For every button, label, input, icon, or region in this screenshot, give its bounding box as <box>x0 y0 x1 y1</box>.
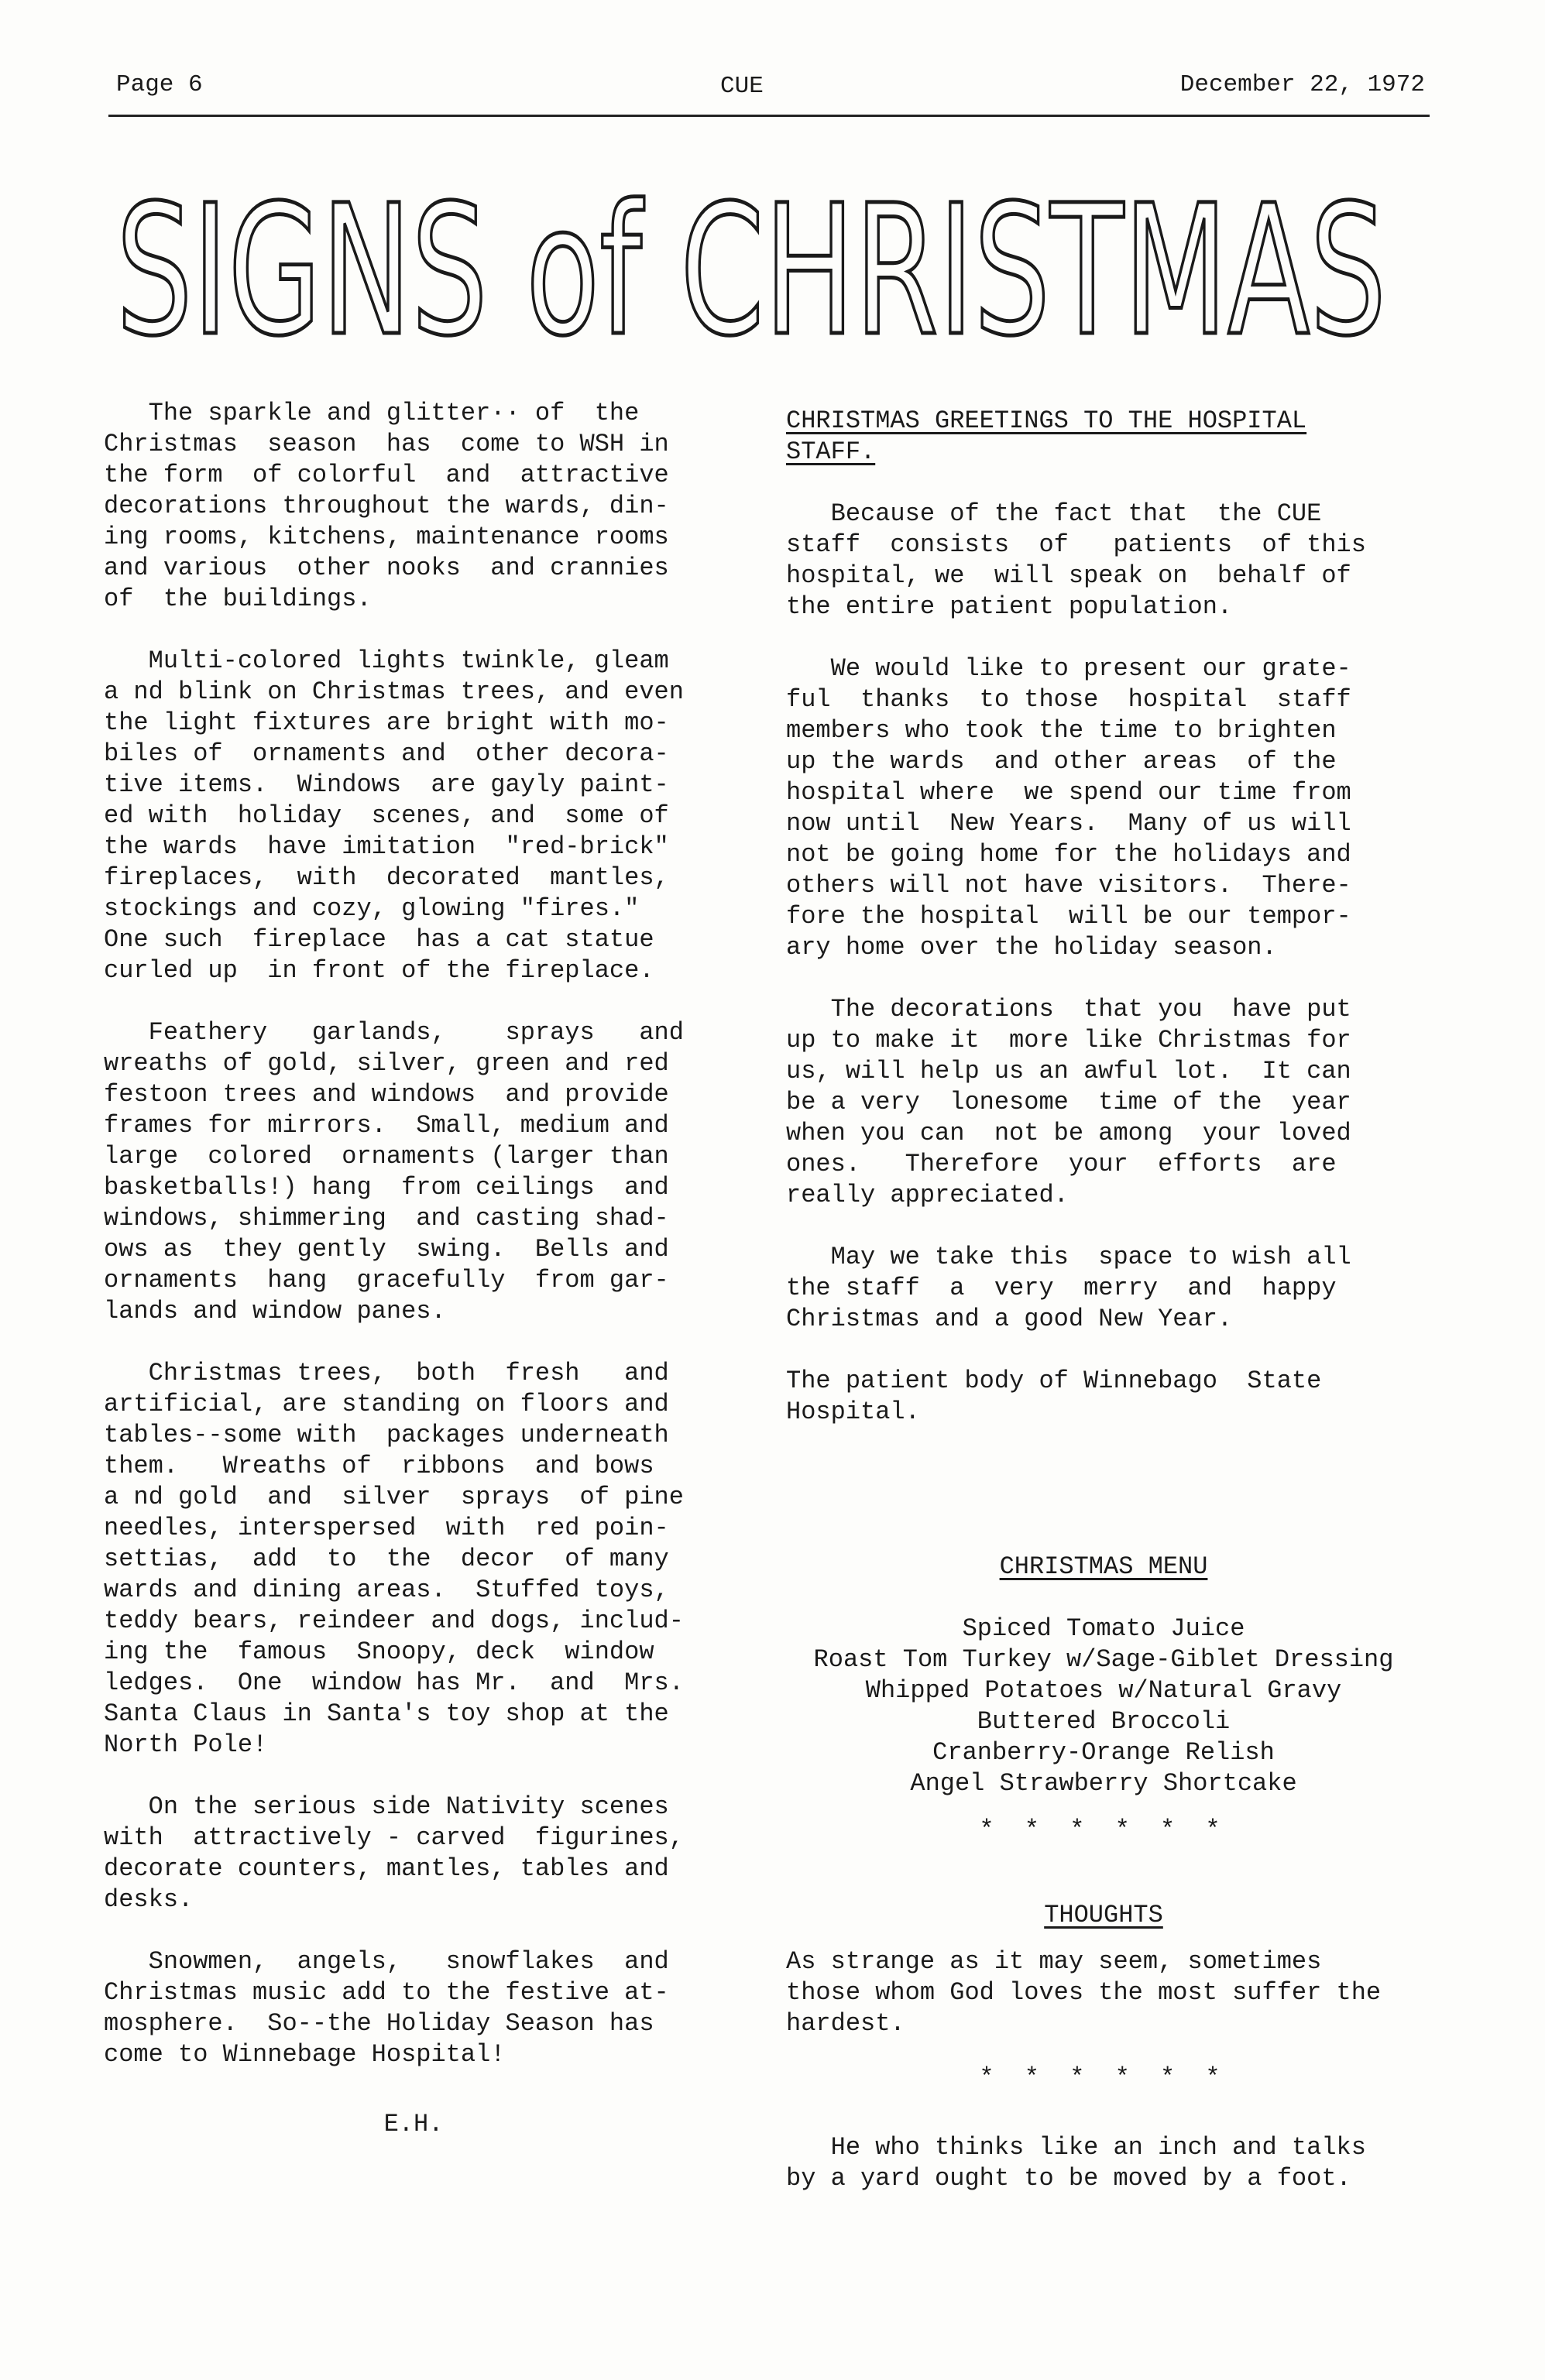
paragraph-gap <box>786 622 1421 653</box>
paragraph-line: now until New Years. Many of us will <box>786 809 1351 838</box>
article-paragraph <box>104 646 723 986</box>
menu-item: Angel Strawberry Shortcake <box>910 1769 1297 1798</box>
paragraph-line: May we take this space to wish all <box>786 1243 1351 1271</box>
paragraph-line: needles, interspersed with red poin- <box>104 1514 669 1542</box>
paragraph-gap <box>786 1211 1421 1242</box>
paragraph-gap <box>104 1915 723 1946</box>
greetings-paragraph <box>786 994 1421 1211</box>
article-paragraph <box>104 1792 723 1915</box>
thoughts-heading: THOUGHTS <box>1044 1901 1163 1929</box>
paragraph-line: ing the famous Snoopy, deck window <box>104 1638 654 1666</box>
paragraph-line: Feathery garlands, sprays and <box>104 1018 684 1047</box>
paragraph-line: frames for mirrors. Small, medium and <box>104 1111 669 1140</box>
paragraph-line: the light fixtures are bright with mo- <box>104 708 669 737</box>
paragraph-line: the staff a very merry and happy <box>786 1274 1337 1302</box>
paragraph-line: Christmas music add to the festive at- <box>104 1978 669 2007</box>
paragraph-gap <box>786 1931 1421 1946</box>
paragraph-line: North Pole! <box>104 1730 268 1759</box>
paragraph-line: of the buildings. <box>104 585 372 613</box>
publication-name: CUE <box>720 73 764 100</box>
paragraph-line: Hospital. <box>786 1397 920 1426</box>
paragraph-line: We would like to present our grate- <box>786 654 1351 683</box>
paragraph-line: tables--some with packages underneath <box>104 1421 669 1449</box>
paragraph-gap <box>786 1583 1421 1614</box>
paragraph-line: wards and dining areas. Stuffed toys, <box>104 1576 669 1604</box>
paragraph-line: up the wards and other areas of the <box>786 747 1337 776</box>
paragraph-line: Snowmen, angels, snowflakes and <box>104 1947 669 1976</box>
greetings-paragraph <box>786 499 1421 622</box>
paragraph-line: us, will help us an awful lot. It can <box>786 1057 1351 1085</box>
paragraph-line: ing rooms, kitchens, maintenance rooms <box>104 523 669 551</box>
paragraph-line: ed with holiday scenes, and some of <box>104 801 669 830</box>
greetings-paragraph <box>786 1366 1421 1428</box>
paragraph-line: wreaths of gold, silver, green and red <box>104 1049 669 1078</box>
paragraph-line: a nd gold and silver sprays of pine <box>104 1483 684 1511</box>
paragraph-line: The sparkle and glitter·· of the <box>104 399 640 427</box>
paragraph-gap <box>104 2070 723 2101</box>
paragraph-line: a nd blink on Christmas trees, and even <box>104 677 684 706</box>
left-column-article <box>104 398 723 2140</box>
banner-title-text: SIGNS of CHRISTMAS <box>116 166 1386 360</box>
christmas-menu <box>786 1552 1421 1846</box>
paragraph-line: ornaments hang gracefully from gar- <box>104 1266 669 1295</box>
menu-separator: * * * * * * <box>979 1816 1228 1844</box>
paragraph-line: be a very lonesome time of the year <box>786 1088 1351 1116</box>
paragraph-line: basketballs!) hang from ceilings and <box>104 1173 669 1202</box>
paragraph-line: settias, add to the decor of many <box>104 1545 669 1573</box>
paragraph-line: desks. <box>104 1885 194 1914</box>
thoughts-separator: * * * * * * <box>979 2063 1228 2092</box>
page-number: Page 6 <box>116 71 203 98</box>
paragraph-line: the wards have imitation "red-brick" <box>104 832 669 861</box>
paragraph-line: ful thanks to those hospital staff <box>786 685 1351 714</box>
greetings-heading-line: CHRISTMAS GREETINGS TO THE HOSPITAL <box>786 406 1307 435</box>
paragraph-gap <box>104 986 723 1017</box>
paragraph-line: decorate counters, mantles, tables and <box>104 1854 669 1883</box>
paragraph-gap <box>786 1459 1421 1552</box>
thought-line: by a yard ought to be moved by a foot. <box>786 2164 1351 2193</box>
paragraph-line: mosphere. So--the Holiday Season has <box>104 2009 654 2038</box>
paragraph-line: fireplaces, with decorated mantles, <box>104 863 669 892</box>
menu-item: Cranberry-Orange Relish <box>932 1738 1275 1767</box>
paragraph-gap <box>104 1761 723 1792</box>
article-paragraph <box>104 1017 723 1327</box>
article-paragraph <box>104 1946 723 2070</box>
paragraph-line: festoon trees and windows and provide <box>104 1080 669 1109</box>
header-divider <box>108 115 1430 117</box>
paragraph-gap <box>786 963 1421 994</box>
paragraph-line: curled up in front of the fireplace. <box>104 956 654 985</box>
paragraph-line: the entire patient population. <box>786 592 1233 621</box>
greetings-heading <box>786 406 1421 468</box>
page-header <box>108 68 1425 105</box>
paragraph-line: tive items. Windows are gayly paint- <box>104 770 669 799</box>
greetings-heading-line: STAFF. <box>786 437 876 466</box>
paragraph-line: up to make it more like Christmas for <box>786 1026 1351 1055</box>
paragraph-gap <box>786 1335 1421 1366</box>
paragraph-line: ledges. One window has Mr. and Mrs. <box>104 1668 684 1697</box>
thoughts-section <box>786 1900 1421 2194</box>
paragraph-line: come to Winnebage Hospital! <box>104 2040 506 2069</box>
paragraph-line: the form of colorful and attractive <box>104 461 669 489</box>
paragraph-gap <box>786 1428 1421 1459</box>
paragraph-line: Christmas and a good New Year. <box>786 1305 1233 1333</box>
author-signature: E.H. <box>383 2110 444 2138</box>
thought-line: He who thinks like an inch and talks <box>786 2133 1366 2162</box>
paragraph-line: others will not have visitors. There- <box>786 871 1351 900</box>
article-paragraph <box>104 1358 723 1761</box>
thought-line: those whom God loves the most suffer the <box>786 1978 1382 2007</box>
paragraph-line: windows, shimmering and casting shad- <box>104 1204 669 1233</box>
paragraph-line: One such fireplace has a cat statue <box>104 925 654 954</box>
menu-item: Whipped Potatoes w/Natural Gravy <box>865 1676 1342 1705</box>
paragraph-line: biles of ornaments and other decora- <box>104 739 669 768</box>
thought-line: As strange as it may seem, sometimes <box>786 1947 1322 1976</box>
paragraph-line: artificial, are standing on floors and <box>104 1390 669 1418</box>
paragraph-line: Because of the fact that the CUE <box>786 499 1322 528</box>
greetings-paragraph <box>786 653 1421 963</box>
paragraph-line: Christmas trees, both fresh and <box>104 1359 669 1387</box>
paragraph-line: hospital, we will speak on behalf of <box>786 561 1351 590</box>
paragraph-line: ows as they gently swing. Bells and <box>104 1235 669 1264</box>
menu-item: Buttered Broccoli <box>977 1707 1231 1736</box>
greetings-paragraph <box>786 1242 1421 1335</box>
paragraph-line: ary home over the holiday season. <box>786 933 1277 962</box>
paragraph-gap <box>786 2039 1421 2063</box>
paragraph-line: ones. Therefore your efforts are <box>786 1150 1337 1178</box>
paragraph-gap <box>786 1846 1421 1900</box>
paragraph-line: Christmas season has come to WSH in <box>104 430 669 458</box>
paragraph-gap <box>104 615 723 646</box>
paragraph-line: hospital where we spend our time from <box>786 778 1351 807</box>
paragraph-line: when you can not be among your loved <box>786 1119 1351 1147</box>
paragraph-line: teddy bears, reindeer and dogs, includ- <box>104 1607 684 1635</box>
right-column <box>786 406 1421 2194</box>
paragraph-line: members who took the time to brighten <box>786 716 1337 745</box>
paragraph-line: really appreciated. <box>786 1181 1069 1209</box>
menu-item: Spiced Tomato Juice <box>962 1614 1245 1643</box>
paragraph-line: large colored ornaments (larger than <box>104 1142 669 1171</box>
paragraph-line: Multi-colored lights twinkle, gleam <box>104 646 669 675</box>
paragraph-gap <box>104 1327 723 1358</box>
thought-line: hardest. <box>786 2009 905 2038</box>
paragraph-line: On the serious side Nativity scenes <box>104 1792 669 1821</box>
paragraph-gap <box>104 2101 723 2109</box>
paragraph-line: stockings and cozy, glowing "fires." <box>104 894 640 923</box>
paragraph-line: them. Wreaths of ribbons and bows <box>104 1452 654 1480</box>
banner-title <box>116 159 1433 360</box>
paragraph-gap <box>786 1799 1421 1815</box>
paragraph-line: and various other nooks and crannies <box>104 554 669 582</box>
paragraph-line: not be going home for the holidays and <box>786 840 1351 869</box>
paragraph-gap <box>786 468 1421 499</box>
paragraph-line: with attractively - carved figurines, <box>104 1823 684 1852</box>
paragraph-line: staff consists of patients of this <box>786 530 1366 559</box>
paragraph-line: The decorations that you have put <box>786 995 1351 1024</box>
paragraph-gap <box>786 2094 1421 2132</box>
menu-item: Roast Tom Turkey w/Sage-Giblet Dressing <box>813 1645 1394 1674</box>
issue-date: December 22, 1972 <box>1179 71 1425 98</box>
menu-heading: CHRISTMAS MENU <box>999 1552 1208 1581</box>
paragraph-line: decorations throughout the wards, din- <box>104 492 669 520</box>
paragraph-line: lands and window panes. <box>104 1297 446 1325</box>
paragraph-line: fore the hospital will be our tempor- <box>786 902 1351 931</box>
paragraph-line: Santa Claus in Santa's toy shop at the <box>104 1699 669 1728</box>
article-paragraph <box>104 398 723 615</box>
paragraph-line: The patient body of Winnebago State <box>786 1367 1322 1395</box>
